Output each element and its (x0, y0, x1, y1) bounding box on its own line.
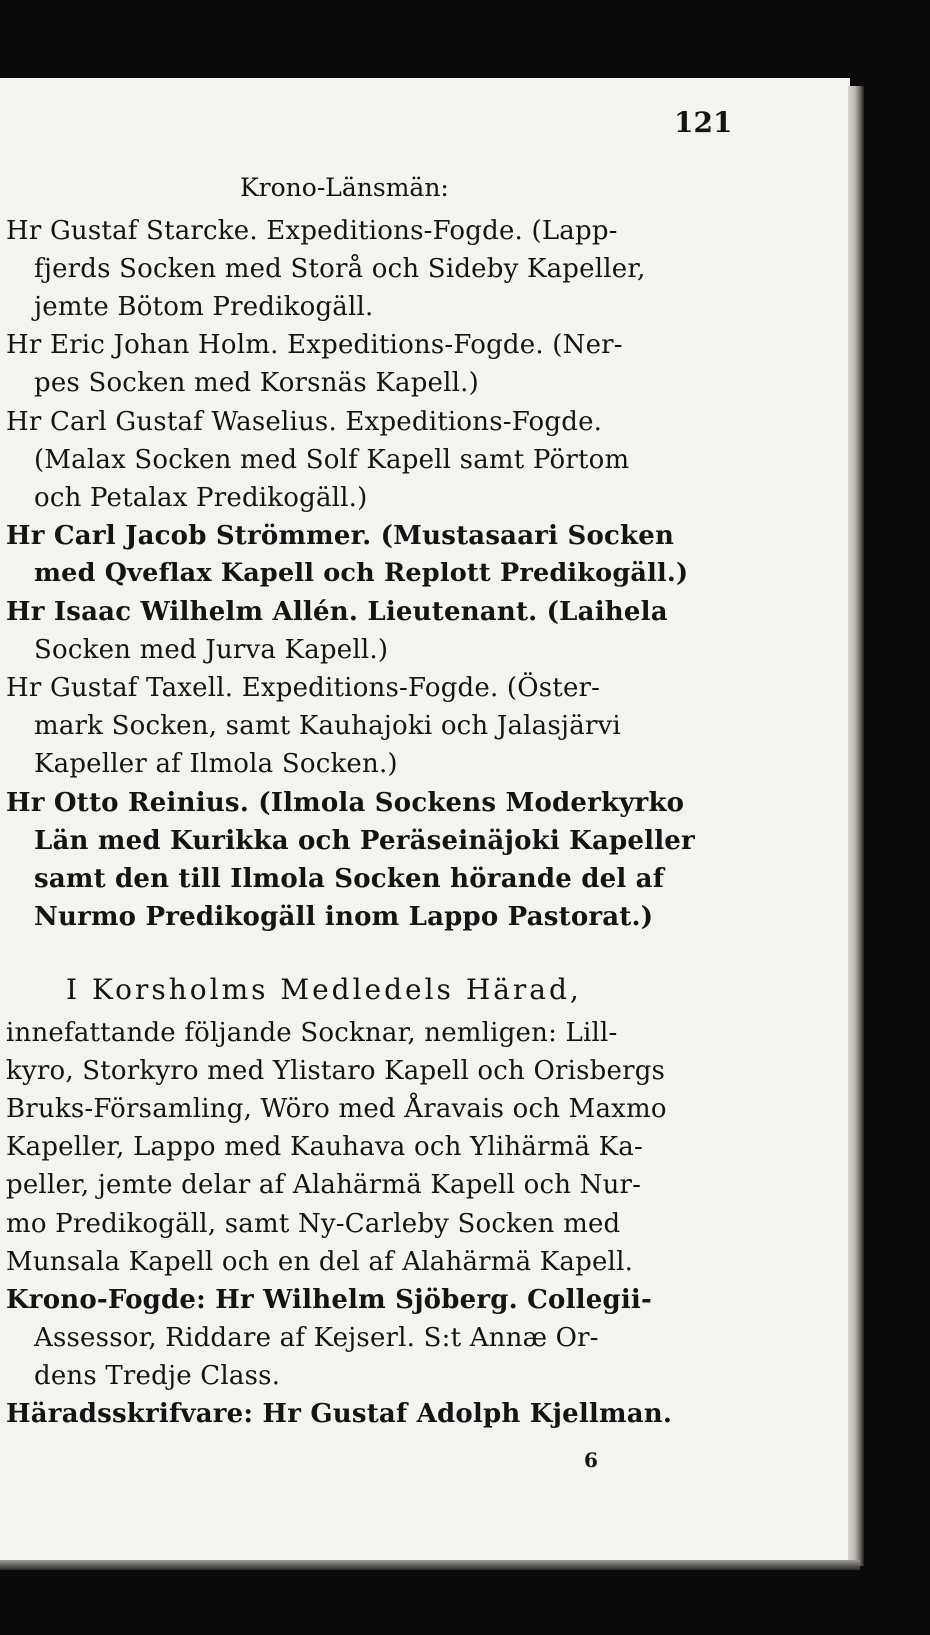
entry-line: Hr Isaac Wilhelm Allén. Lieutenant. (Laihela (6, 597, 668, 627)
district-line: Kapeller, Lappo med Kauhava och Ylihärmä Ka- (6, 1132, 643, 1163)
entry-line: samt den till Ilmola Socken hörande del af (34, 863, 665, 894)
district-line: Krono-Fogde: Hr Wilhelm Sjöberg. Collegii- (6, 1284, 652, 1315)
entry-line: Nurmo Predikogäll inom Lappo Pastorat.) (34, 901, 654, 932)
book-page (0, 78, 850, 1566)
entry-line: Hr Eric Johan Holm. Expeditions-Fogde. (Ner- (6, 330, 623, 361)
page-bottom-edge (0, 1560, 860, 1570)
entry-line: (Malax Socken med Solf Kapell samt Pörtom (34, 444, 630, 475)
entry-line: Hr Carl Jacob Strömmer. (Mustasaari Socken (6, 520, 675, 551)
page-number: 121 (674, 106, 733, 139)
signature-mark: 6 (584, 1448, 598, 1472)
district-line: peller, jemte delar af Alahärmä Kapell och Nur- (6, 1170, 642, 1201)
entry-line: Hr Carl Gustaf Waselius. Expeditions-Fogde. (6, 406, 603, 437)
entry-line: Socken med Jurva Kapell.) (34, 635, 389, 666)
entry-line: Hr Gustaf Starcke. Expeditions-Fogde. (Lapp- (6, 216, 618, 246)
district-line: Munsala Kapell och en del af Alahärmä Kapell. (6, 1246, 634, 1277)
district-line: Bruks-Församling, Wöro med Åravais och Maxmo (6, 1094, 667, 1125)
entry-line: mark Socken, samt Kauhajoki och Jalasjärvi (34, 711, 621, 742)
section-heading: Krono-Länsmän: (240, 173, 449, 202)
district-line: innefattande följande Socknar, nemligen: Lill- (6, 1018, 618, 1048)
entry-line: pes Socken med Korsnäs Kapell.) (34, 368, 479, 399)
district-line: Assessor, Riddare af Kejserl. S:t Annæ Or- (34, 1322, 599, 1353)
entry-line: med Qveflax Kapell och Replott Predikogäll.) (34, 557, 689, 588)
page-edge (848, 86, 864, 1566)
entry-line: jemte Bötom Predikogäll. (34, 292, 374, 323)
entry-line: fjerds Socken med Storå och Sideby Kapeller, (34, 254, 646, 285)
entry-line: Kapeller af Ilmola Socken.) (34, 749, 398, 780)
entry-line: Hr Otto Reinius. (Ilmola Sockens Moderkyrko (6, 787, 685, 818)
district-line: kyro, Storkyro med Ylistaro Kapell och Orisbergs (6, 1056, 666, 1087)
district-line: mo Predikogäll, samt Ny-Carleby Socken med (6, 1208, 621, 1239)
district-line: dens Tredje Class. (34, 1360, 281, 1391)
entry-line: Hr Gustaf Taxell. Expeditions-Fogde. (Öster- (6, 673, 601, 704)
entry-line: Län med Kurikka och Peräseinäjoki Kapeller (34, 825, 695, 856)
district-line: Häradsskrifvare: Hr Gustaf Adolph Kjellman. (6, 1399, 673, 1429)
entry-line: och Petalax Predikogäll.) (34, 482, 368, 513)
district-heading: I Korsholms Medledels Härad, (66, 973, 582, 1006)
